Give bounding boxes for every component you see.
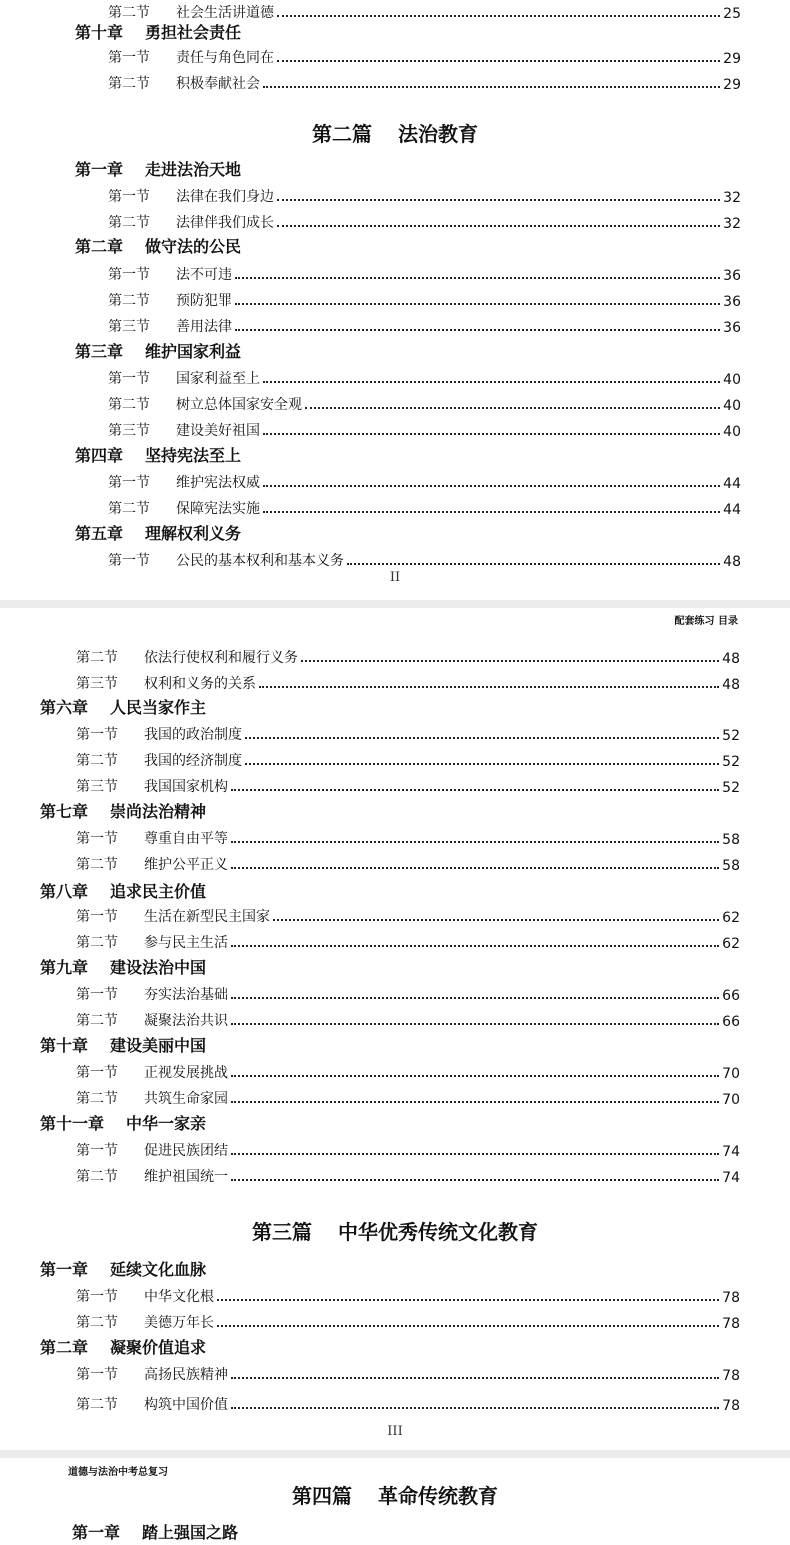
toc-entry[interactable]	[108, 262, 741, 284]
toc-entry[interactable]	[108, 418, 741, 440]
section-label: 第一节	[108, 553, 150, 569]
page-number: 32	[723, 190, 741, 206]
section-label: 第一节	[76, 1367, 118, 1383]
page-number: 58	[722, 832, 740, 848]
toc-entry[interactable]	[108, 314, 741, 336]
page-number: 66	[722, 988, 740, 1004]
toc-entry[interactable]	[76, 722, 740, 744]
part-label: 第二篇	[312, 122, 372, 146]
leader-dots	[231, 841, 719, 843]
page-number: 52	[722, 728, 740, 744]
leader-dots	[231, 1153, 719, 1155]
section-title: 树立总体国家安全观	[176, 397, 302, 413]
section-label: 第一节	[108, 50, 150, 66]
chapter-label: 第一章	[72, 1523, 121, 1542]
leader-dots	[245, 737, 719, 739]
page-number: 36	[723, 320, 741, 336]
leader-dots	[301, 660, 719, 662]
leader-dots	[231, 867, 719, 869]
section-label: 第二节	[76, 1169, 118, 1185]
part-label: 第三篇	[252, 1220, 312, 1244]
toc-entry[interactable]	[76, 930, 740, 952]
chapter-title: 建设法治中国	[110, 958, 207, 977]
page-number: 70	[722, 1092, 740, 1108]
chapter-heading[interactable]	[40, 694, 206, 718]
leader-dots	[231, 997, 719, 999]
toc-entry[interactable]	[108, 496, 741, 518]
section-title: 维护祖国统一	[144, 1169, 228, 1185]
chapter-title: 勇担社会责任	[145, 23, 242, 42]
toc-entry[interactable]	[108, 366, 741, 388]
section-title: 我国国家机构	[144, 779, 228, 795]
part-heading	[0, 1216, 790, 1245]
toc-entry[interactable]	[108, 184, 741, 206]
section-title: 预防犯罪	[176, 293, 232, 309]
page-divider	[0, 600, 790, 608]
toc-entry[interactable]	[76, 748, 740, 770]
chapter-label: 第十章	[75, 23, 124, 42]
toc-entry[interactable]	[76, 1284, 740, 1306]
chapter-title: 做守法的公民	[145, 237, 242, 256]
section-label: 第三节	[76, 676, 118, 692]
leader-dots	[217, 1299, 719, 1301]
page-number: 44	[723, 476, 741, 492]
toc-entry[interactable]	[76, 852, 740, 874]
toc-entry[interactable]	[76, 982, 740, 1004]
section-label: 第一节	[76, 1065, 118, 1081]
leader-dots	[235, 303, 720, 305]
chapter-label: 第三章	[75, 342, 124, 361]
leader-dots	[235, 329, 720, 331]
section-title: 我国的经济制度	[144, 753, 242, 769]
chapter-heading[interactable]	[40, 798, 206, 822]
page-divider	[0, 1450, 790, 1458]
chapter-label: 第十章	[40, 1036, 89, 1055]
chapter-label: 第七章	[40, 802, 89, 821]
toc-entry[interactable]	[76, 904, 740, 926]
section-label: 第一节	[76, 727, 118, 743]
section-label: 第一节	[76, 909, 118, 925]
chapter-title: 坚持宪法至上	[145, 446, 242, 465]
chapter-title: 理解权利义务	[145, 524, 242, 543]
chapter-title: 凝聚价值追求	[110, 1338, 207, 1357]
chapter-heading[interactable]	[75, 338, 241, 362]
leader-dots	[231, 945, 719, 947]
section-title: 责任与角色同在	[176, 50, 274, 66]
part-title: 中华优秀传统文化教育	[338, 1220, 538, 1244]
leader-dots	[347, 563, 720, 565]
section-label: 第二节	[108, 501, 150, 517]
page-number: 25	[723, 6, 741, 22]
toc-entry[interactable]	[76, 1164, 740, 1186]
page-number: 44	[723, 502, 741, 518]
toc-entry[interactable]	[108, 71, 741, 93]
page-number: III	[387, 1424, 403, 1439]
section-title: 夯实法治基础	[144, 987, 228, 1003]
section-title: 共筑生命家园	[144, 1091, 228, 1107]
toc-entry[interactable]	[108, 210, 741, 232]
section-title: 权利和义务的关系	[144, 676, 256, 692]
section-label: 第二节	[76, 1397, 118, 1413]
leader-dots	[235, 277, 720, 279]
page-number: 52	[722, 780, 740, 796]
section-label: 第一节	[108, 371, 150, 387]
section-label: 第二节	[108, 397, 150, 413]
section-label: 第二节	[108, 293, 150, 309]
chapter-heading[interactable]	[40, 1032, 206, 1056]
leader-dots	[277, 15, 720, 17]
chapter-label: 第四章	[75, 446, 124, 465]
page-number: 52	[722, 754, 740, 770]
chapter-label: 第六章	[40, 698, 89, 717]
section-label: 第一节	[76, 1143, 118, 1159]
section-label: 第二节	[76, 935, 118, 951]
chapter-heading[interactable]	[40, 1256, 206, 1280]
section-label: 第二节	[76, 1013, 118, 1029]
page-number: 29	[723, 77, 741, 93]
chapter-label: 第一章	[40, 1260, 89, 1279]
section-title: 积极奉献社会	[176, 76, 260, 92]
leader-dots	[263, 86, 720, 88]
page-number: 40	[723, 424, 741, 440]
leader-dots	[231, 1101, 719, 1103]
chapter-label: 第八章	[40, 882, 89, 901]
section-title: 善用法律	[176, 319, 232, 335]
chapter-title: 踏上强国之路	[142, 1523, 239, 1542]
part-title: 革命传统教育	[378, 1484, 498, 1508]
chapter-heading[interactable]	[72, 1519, 238, 1543]
chapter-label: 第十一章	[40, 1114, 105, 1133]
section-title: 促进民族团结	[144, 1143, 228, 1159]
toc-entry[interactable]	[108, 288, 741, 310]
section-title: 社会生活讲道德	[176, 5, 274, 21]
section-title: 生活在新型民主国家	[144, 909, 270, 925]
page-number: 36	[723, 294, 741, 310]
chapter-heading[interactable]	[75, 156, 241, 180]
chapter-heading[interactable]	[75, 233, 241, 257]
section-label: 第二节	[76, 857, 118, 873]
page-number: 32	[723, 216, 741, 232]
section-label: 第一节	[108, 475, 150, 491]
chapter-title: 延续文化血脉	[110, 1260, 207, 1279]
section-label: 第一节	[76, 987, 118, 1003]
page-number: 78	[722, 1290, 740, 1306]
chapter-label: 第二章	[40, 1338, 89, 1357]
section-label: 第一节	[108, 267, 150, 283]
section-title: 正视发展挑战	[144, 1065, 228, 1081]
part-heading	[0, 118, 790, 147]
page-number: 58	[722, 858, 740, 874]
leader-dots	[263, 433, 720, 435]
section-label: 第二节	[108, 5, 150, 21]
leader-dots	[231, 1075, 719, 1077]
toc-entry[interactable]	[76, 1008, 740, 1030]
page-number: 74	[722, 1144, 740, 1160]
section-title: 法律伴我们成长	[176, 215, 274, 231]
running-header: 道德与法治中考总复习	[68, 1467, 168, 1478]
chapter-title: 建设美丽中国	[110, 1036, 207, 1055]
chapter-heading[interactable]	[40, 954, 206, 978]
toc-entry[interactable]	[76, 645, 740, 667]
chapter-heading[interactable]	[75, 442, 241, 466]
toc-entry[interactable]	[76, 1060, 740, 1082]
chapter-title: 追求民主价值	[110, 882, 207, 901]
section-title: 保障宪法实施	[176, 501, 260, 517]
chapter-heading[interactable]	[40, 1110, 206, 1134]
leader-dots	[231, 1377, 719, 1379]
section-label: 第一节	[76, 1289, 118, 1305]
toc-entry[interactable]	[76, 1086, 740, 1108]
leader-dots	[263, 485, 720, 487]
toc-entry[interactable]	[76, 1392, 740, 1414]
toc-entry[interactable]	[108, 392, 741, 414]
section-title: 依法行使权利和履行义务	[144, 650, 298, 666]
leader-dots	[277, 60, 720, 62]
section-title: 尊重自由平等	[144, 831, 228, 847]
chapter-heading[interactable]	[75, 520, 241, 544]
section-label: 第一节	[108, 189, 150, 205]
leader-dots	[263, 511, 720, 513]
section-label: 第三节	[76, 779, 118, 795]
section-title: 法律在我们身边	[176, 189, 274, 205]
toc-entry[interactable]	[76, 826, 740, 848]
page-number: II	[389, 570, 401, 585]
chapter-label: 第二章	[75, 237, 124, 256]
toc-entry[interactable]	[76, 671, 740, 693]
page-number: 78	[722, 1316, 740, 1332]
section-label: 第二节	[76, 1315, 118, 1331]
section-title: 维护宪法权威	[176, 475, 260, 491]
toc-entry[interactable]	[108, 548, 741, 570]
section-title: 法不可违	[176, 267, 232, 283]
running-header: 配套练习 目录	[674, 616, 738, 627]
toc-entry[interactable]	[108, 45, 741, 67]
toc-entry[interactable]	[76, 774, 740, 796]
leader-dots	[277, 225, 720, 227]
toc-entry[interactable]	[76, 1310, 740, 1332]
leader-dots	[263, 381, 720, 383]
leader-dots	[231, 1407, 719, 1409]
chapter-heading[interactable]	[40, 1334, 206, 1358]
chapter-label: 第一章	[75, 160, 124, 179]
page-number: 66	[722, 1014, 740, 1030]
leader-dots	[259, 686, 719, 688]
section-label: 第二节	[76, 753, 118, 769]
leader-dots	[231, 789, 719, 791]
section-title: 公民的基本权利和基本义务	[176, 553, 344, 569]
chapter-label: 第九章	[40, 958, 89, 977]
part-heading	[0, 1480, 790, 1509]
leader-dots	[277, 199, 720, 201]
page-number: 36	[723, 268, 741, 284]
chapter-label: 第五章	[75, 524, 124, 543]
chapter-title: 崇尚法治精神	[110, 802, 207, 821]
chapter-title: 走进法治天地	[145, 160, 242, 179]
leader-dots	[273, 919, 719, 921]
section-title: 建设美好祖国	[176, 423, 260, 439]
section-title: 高扬民族精神	[144, 1367, 228, 1383]
chapter-title: 人民当家作主	[110, 698, 207, 717]
page-number: 29	[723, 51, 741, 67]
page-number: 48	[722, 651, 740, 667]
section-label: 第三节	[108, 319, 150, 335]
section-title: 我国的政治制度	[144, 727, 242, 743]
section-title: 参与民主生活	[144, 935, 228, 951]
toc-entry[interactable]	[76, 1138, 740, 1160]
section-label: 第二节	[76, 1091, 118, 1107]
section-title: 构筑中国价值	[144, 1397, 228, 1413]
page-number: 48	[722, 677, 740, 693]
leader-dots	[305, 407, 720, 409]
part-title: 法治教育	[398, 122, 478, 146]
section-title: 中华文化根	[144, 1289, 214, 1305]
page-number: 74	[722, 1170, 740, 1186]
chapter-title: 维护国家利益	[145, 342, 242, 361]
chapter-heading[interactable]	[75, 19, 241, 43]
leader-dots	[231, 1023, 719, 1025]
section-label: 第二节	[108, 76, 150, 92]
section-title: 凝聚法治共识	[144, 1013, 228, 1029]
page-number: 78	[722, 1368, 740, 1384]
page-number: 62	[722, 936, 740, 952]
section-title: 维护公平正义	[144, 857, 228, 873]
page-number: 70	[722, 1066, 740, 1082]
page-number: 40	[723, 398, 741, 414]
page-number: 48	[723, 554, 741, 570]
section-label: 第一节	[76, 831, 118, 847]
section-title: 美德万年长	[144, 1315, 214, 1331]
toc-entry[interactable]	[76, 1362, 740, 1384]
section-title: 国家利益至上	[176, 371, 260, 387]
part-label: 第四篇	[292, 1484, 352, 1508]
leader-dots	[231, 1179, 719, 1181]
section-label: 第三节	[108, 423, 150, 439]
page-number: 78	[722, 1398, 740, 1414]
leader-dots	[217, 1325, 719, 1327]
toc-entry[interactable]	[108, 470, 741, 492]
section-label: 第二节	[108, 215, 150, 231]
leader-dots	[245, 763, 719, 765]
chapter-heading[interactable]	[40, 878, 206, 902]
chapter-title: 中华一家亲	[126, 1114, 207, 1133]
page-number: 40	[723, 372, 741, 388]
page-number: 62	[722, 910, 740, 926]
section-label: 第二节	[76, 650, 118, 666]
